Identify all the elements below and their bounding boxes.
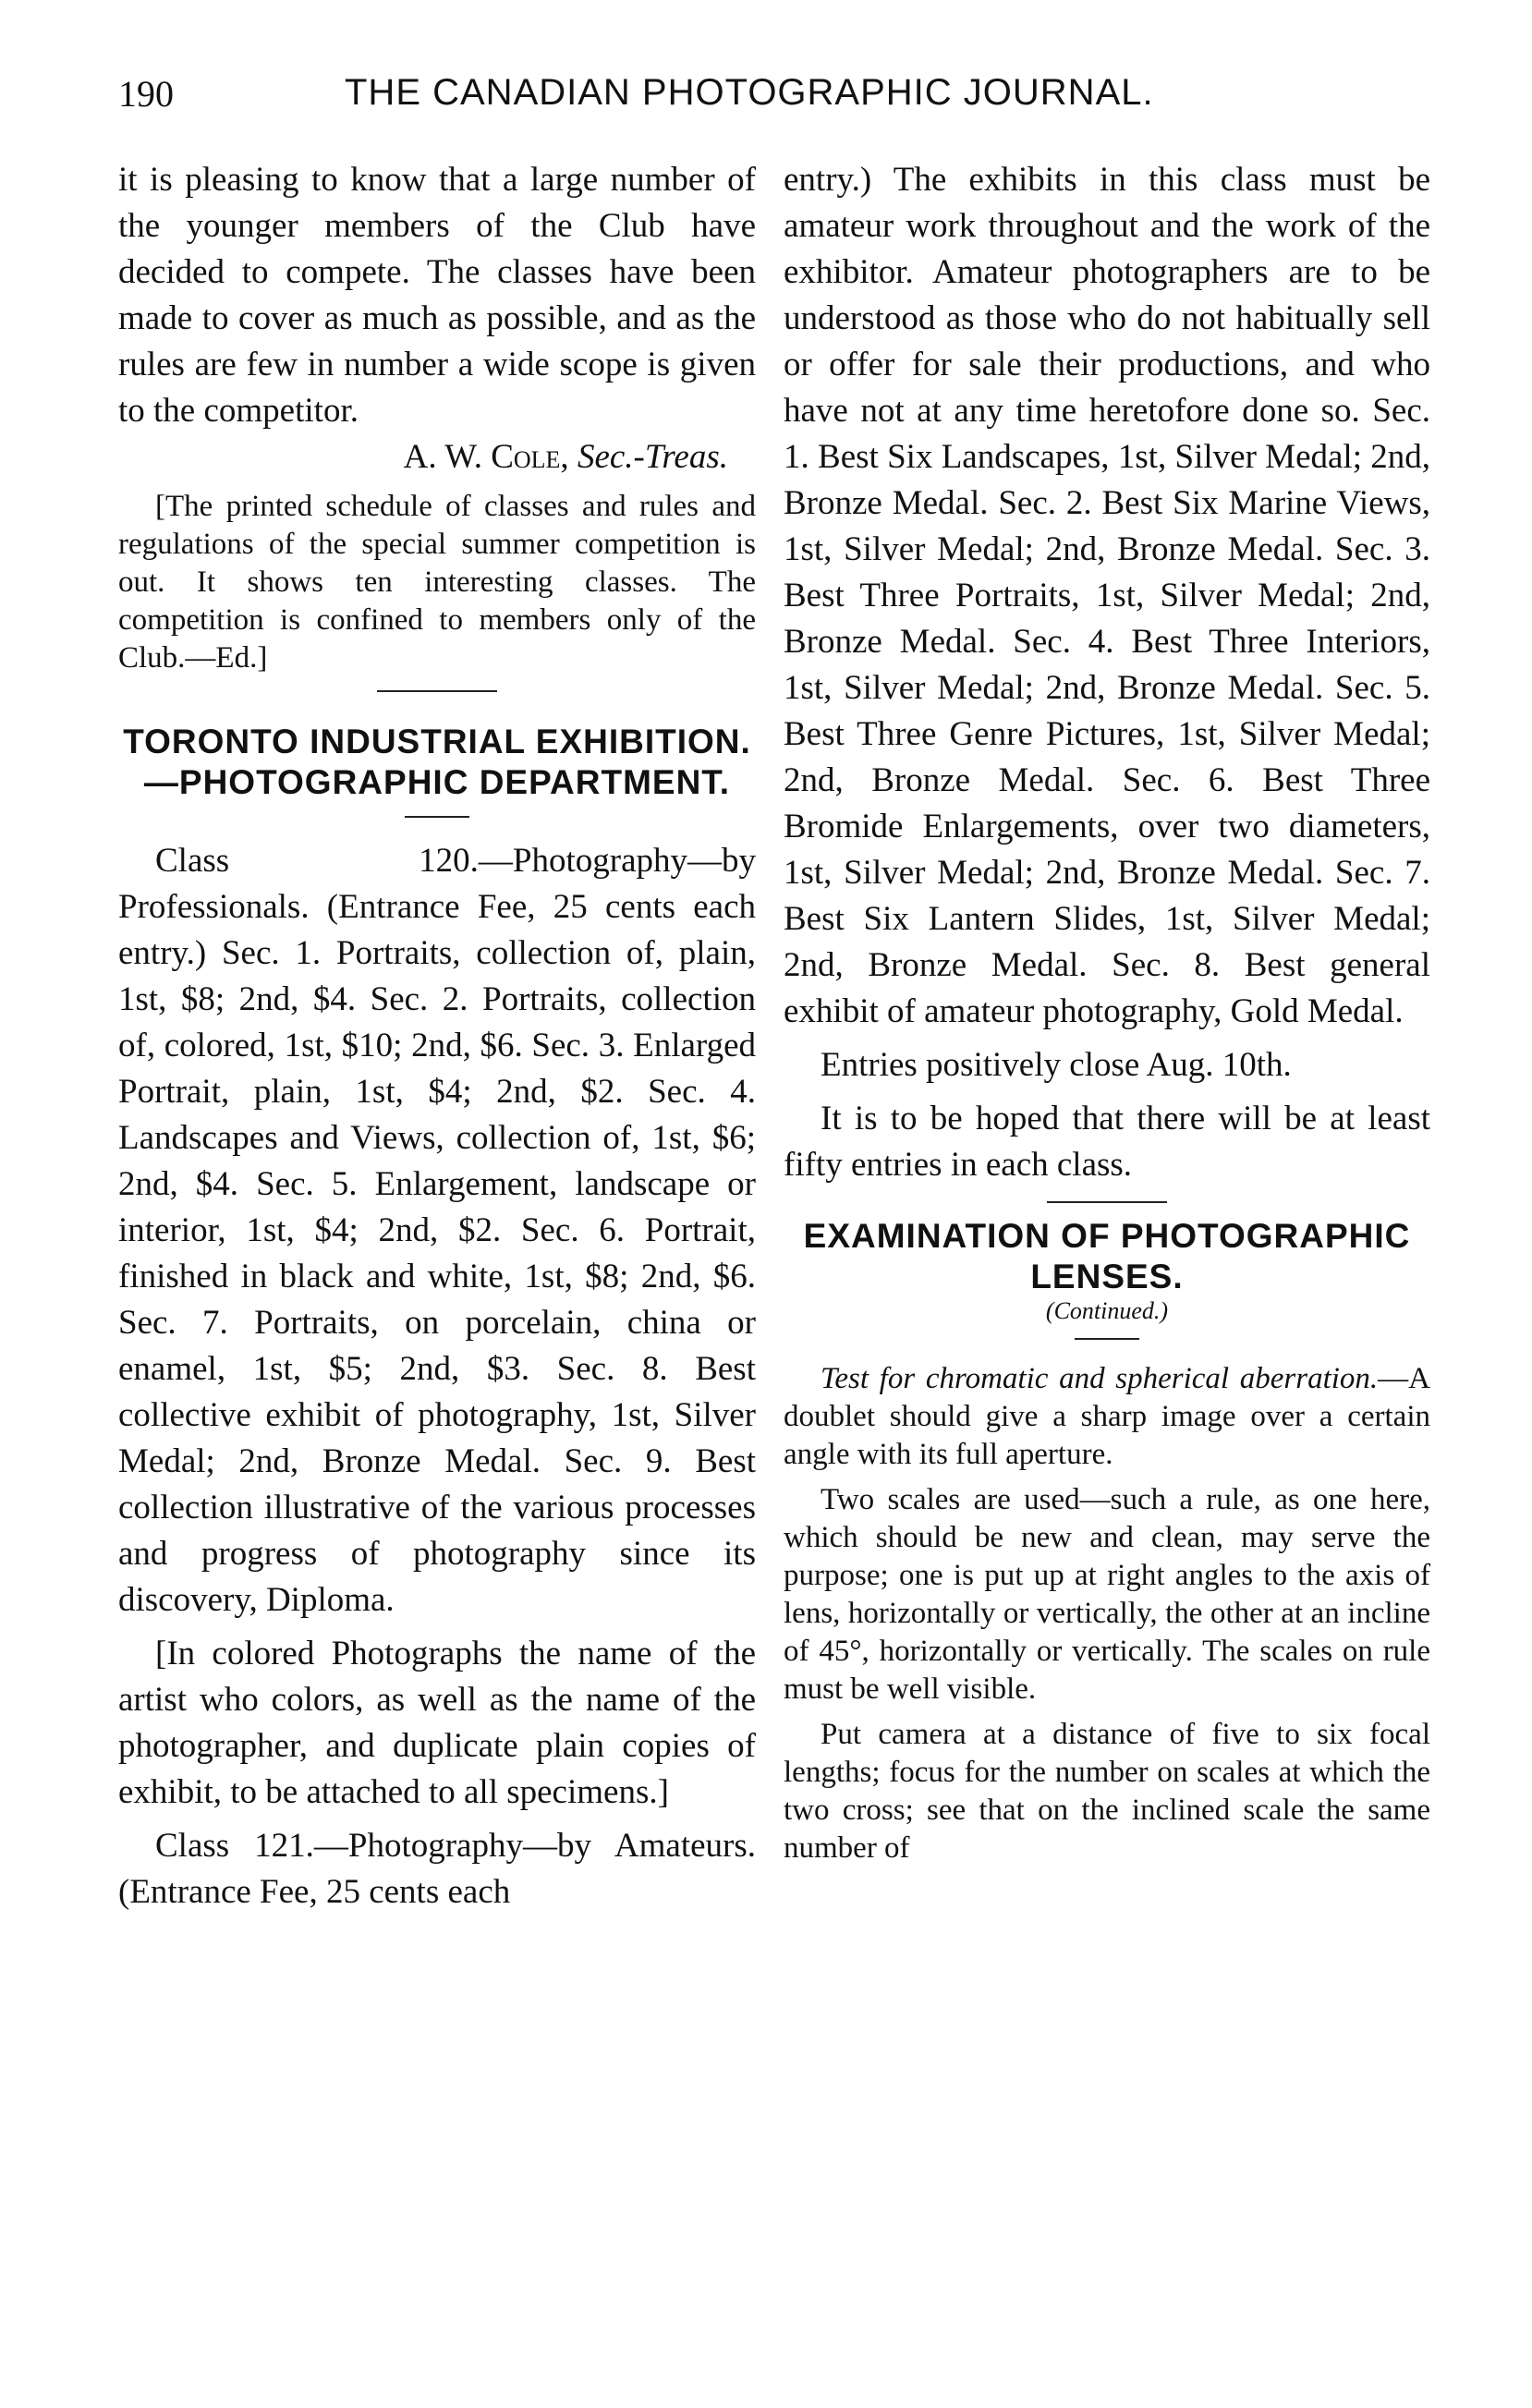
lenses-heading: EXAMINATION OF PHOTOGRAPHIC LENSES. — [803, 1217, 1411, 1295]
class-120-paragraph: Class 120.—Photography—by Professionals. (Entrance Fee, 25 cents each entry.) Sec. 1. Portraits, collection of, plain, 1st, $8; 2nd, $4. Sec. 2. Portraits, collection of, colored, 1st, $10; 2nd, $6. Sec. 3. Enlarged Portrait, plain, 1st, $4; 2nd, $2. Sec. 4. Landscapes and Views, collection of, 1st, $6; 2nd, $4. Sec. 5. Enlargement, landscape or interior, 1st, $4; 2nd, $2. Sec. 6. Portrait, finished in black and white, 1st, $8; 2nd, $6. Sec. 7. Portraits, on porcelain, china or enamel, 1st, $5; 2nd, $3. Sec. 8. Best collective exhibit of photography, 1st, Silver Medal; 2nd, Bronze Medal. Sec. 9. Best collection illustrative of the various processes and progress of photography since its discovery, Diploma. — [118, 842, 756, 1619]
section-divider — [377, 690, 497, 692]
heading-divider — [405, 816, 469, 818]
signature — [118, 434, 756, 480]
right-column — [784, 157, 1430, 1867]
page-header — [118, 72, 1430, 137]
continued-label: (Continued.) — [1045, 1297, 1169, 1324]
left-column — [118, 157, 756, 1915]
editor-note: [The printed schedule of classes and rules and regulations of the special summer competition is out. It shows ten interesting classes. The competition is confined to members only of the Club.—Ed.] — [118, 490, 756, 675]
intro-paragraph: it is pleasing to know that a large number of the younger members of the Club have decided to compete. The classes have been made to cover as much as possible, and as the rules are few in number a wide scope is given to the competitor. — [118, 161, 756, 430]
class-121-start: Class 121.—Photography—by Amateurs. (Entrance Fee, 25 cents each — [118, 1827, 756, 1911]
signature-title: Sec.-Treas. — [577, 438, 728, 476]
test-title: Test for chromatic and spherical aberration. — [821, 1362, 1379, 1395]
journal-title: THE CANADIAN PHOTOGRAPHIC JOURNAL. — [345, 72, 1154, 113]
exhibition-heading: TORONTO INDUSTRIAL EXHIBITION.—PHOTOGRAPHIC DEPARTMENT. — [123, 723, 751, 801]
test-body: —A doublet should give a sharp image over a certain angle with its full aperture. — [784, 1362, 1430, 1471]
scales-paragraph: Two scales are used—such a rule, as one here, which should be new and clean, may serve the purpose; one is put up at right angles to the axis of lens, horizontally or vertically, the other at an incline of 45°, horizontally or vertically. The scales on rule must be well visible. — [784, 1483, 1430, 1706]
colored-photographs-note: [In colored Photographs the name of the artist who colors, as well as the name of the photographer, and duplicate plain copies of exhibit, to be attached to all specimens.] — [118, 1635, 756, 1811]
test-paragraph — [784, 1360, 1430, 1474]
page-number: 190 — [118, 73, 174, 115]
signature-name: A. W. Cole, — [403, 438, 569, 476]
class-121-continued: entry.) The exhibits in this class must be amateur work throughout and the work of the exhibitor. Amateur photographers are to be understood as those who do not habitually sell or offer for sale their productions, and who have not at any time heretofore done so. Sec. 1. Best Six Landscapes, 1st, Silver Medal; 2nd, Bronze Medal. Sec. 2. Best Six Marine Views, 1st, Silver Medal; 2nd, Bronze Medal. Sec. 3. Best Three Portraits, 1st, Silver Medal; 2nd, Bronze Medal. Sec. 4. Best Three Interiors, 1st, Silver Medal; 2nd, Bronze Medal. Sec. 5. Best Three Genre Pictures, 1st, Silver Medal; 2nd, Bronze Medal. Sec. 6. Best Three Bromide Enlargements, over two diameters, 1st, Silver Medal; 2nd, Bronze Medal. Sec. 7. Best Six Lantern Slides, 1st, Silver Medal; 2nd, Bronze Medal. Sec. 8. Best general exhibit of amateur photography, Gold Medal. — [784, 161, 1430, 1030]
hope-paragraph: It is to be hoped that there will be at least fifty entries in each class. — [784, 1100, 1430, 1184]
section-divider — [1047, 1201, 1167, 1203]
heading-divider — [1075, 1338, 1139, 1340]
entries-close-line: Entries positively close Aug. 10th. — [821, 1046, 1292, 1084]
camera-paragraph: Put camera at a distance of five to six focal lengths; focus for the number on scales at which the two cross; see that on the inclined scale the same number of — [784, 1718, 1430, 1865]
